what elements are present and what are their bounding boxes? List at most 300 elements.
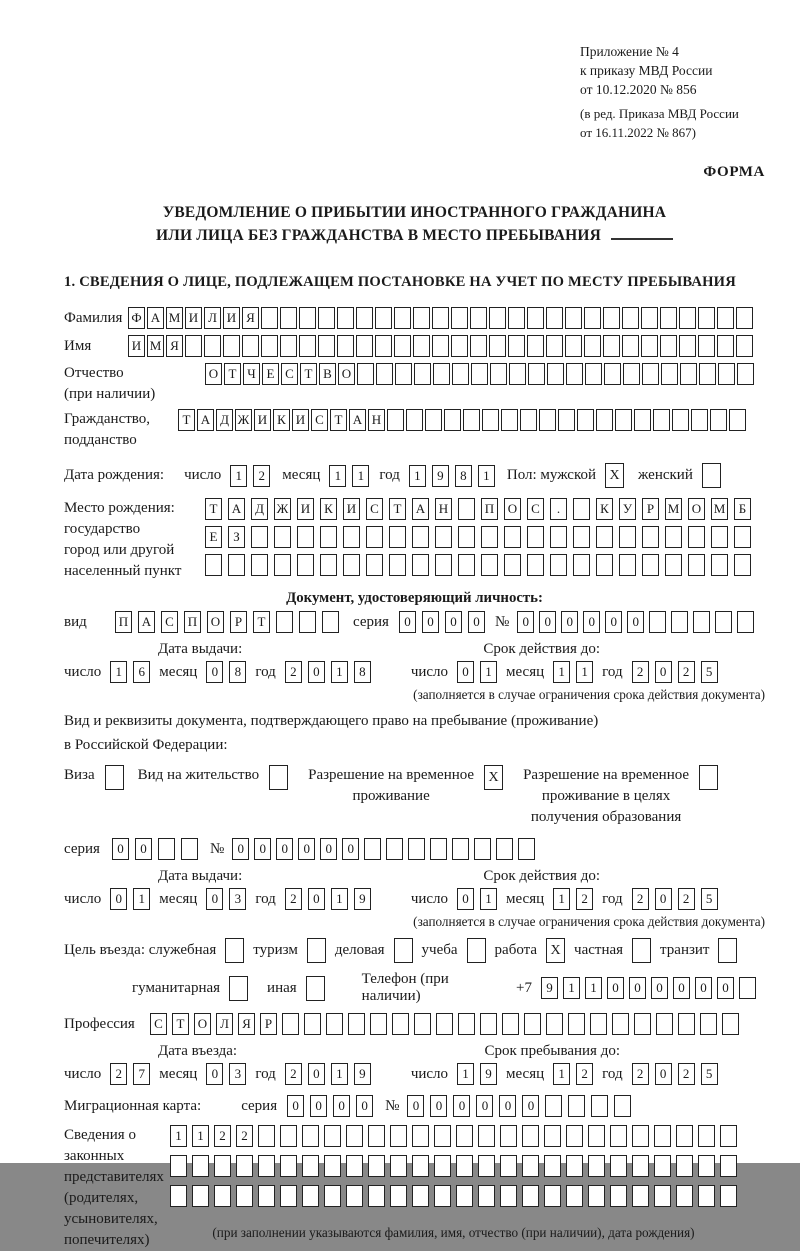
- char-cell-filled[interactable]: Е: [205, 526, 222, 548]
- char-cell-empty[interactable]: [693, 611, 710, 633]
- char-cell-empty[interactable]: [456, 1125, 473, 1147]
- char-cell-empty[interactable]: [522, 1185, 539, 1207]
- char-cell-empty[interactable]: [720, 1155, 737, 1177]
- char-cell-filled[interactable]: 0: [457, 888, 474, 910]
- char-cell-filled[interactable]: 1: [480, 661, 497, 683]
- char-cell-filled[interactable]: О: [205, 363, 222, 385]
- char-cell-empty[interactable]: [214, 1155, 231, 1177]
- char-cell-filled[interactable]: Т: [178, 409, 195, 431]
- char-cell-filled[interactable]: Я: [242, 307, 259, 329]
- char-cell-empty[interactable]: [467, 938, 486, 963]
- char-cell-filled[interactable]: 0: [399, 611, 416, 633]
- char-cell-filled[interactable]: 2: [110, 1063, 127, 1085]
- char-cell-empty[interactable]: [622, 335, 639, 357]
- char-cell-empty[interactable]: [432, 307, 449, 329]
- char-cell-empty[interactable]: [720, 1125, 737, 1147]
- char-cell-empty[interactable]: [386, 838, 403, 860]
- char-cell-filled[interactable]: З: [228, 526, 245, 548]
- char-cell-empty[interactable]: [481, 554, 498, 576]
- char-cell-empty[interactable]: [236, 1155, 253, 1177]
- char-cell-empty[interactable]: [711, 554, 728, 576]
- char-cell-filled[interactable]: И: [254, 409, 271, 431]
- char-cell-filled[interactable]: 1: [553, 661, 570, 683]
- char-cell-empty[interactable]: [699, 765, 718, 790]
- char-cell-filled[interactable]: О: [504, 498, 521, 520]
- char-cell-empty[interactable]: [590, 1013, 607, 1035]
- char-cell-empty[interactable]: [691, 409, 708, 431]
- char-cell-empty[interactable]: [425, 409, 442, 431]
- char-cell-filled[interactable]: П: [481, 498, 498, 520]
- char-cell-filled[interactable]: Ж: [274, 498, 291, 520]
- char-cell-empty[interactable]: [610, 1155, 627, 1177]
- char-cell-filled[interactable]: 9: [432, 465, 449, 487]
- char-cell-empty[interactable]: [544, 1155, 561, 1177]
- char-cell-empty[interactable]: [337, 307, 354, 329]
- char-cell-empty[interactable]: [185, 335, 202, 357]
- char-cell-empty[interactable]: [501, 409, 518, 431]
- char-cell-empty[interactable]: [324, 1185, 341, 1207]
- char-cell-empty[interactable]: [413, 307, 430, 329]
- char-cell-empty[interactable]: [214, 1185, 231, 1207]
- char-cell-empty[interactable]: [474, 838, 491, 860]
- char-cell-empty[interactable]: [366, 526, 383, 548]
- char-cell-filled[interactable]: 0: [320, 838, 337, 860]
- char-cell-empty[interactable]: [642, 363, 659, 385]
- char-cell-filled[interactable]: 0: [308, 661, 325, 683]
- char-cell-filled[interactable]: 2: [632, 661, 649, 683]
- char-cell-empty[interactable]: [346, 1125, 363, 1147]
- char-cell-empty[interactable]: [452, 838, 469, 860]
- char-cell-empty[interactable]: [434, 1155, 451, 1177]
- char-cell-empty[interactable]: [698, 335, 715, 357]
- char-cell-empty[interactable]: [641, 307, 658, 329]
- char-cell-empty[interactable]: [433, 363, 450, 385]
- char-cell-filled[interactable]: А: [147, 307, 164, 329]
- char-cell-filled[interactable]: 2: [285, 888, 302, 910]
- char-cell-empty[interactable]: [412, 526, 429, 548]
- char-cell-empty[interactable]: [324, 1125, 341, 1147]
- char-cell-empty[interactable]: [737, 363, 754, 385]
- char-cell-empty[interactable]: [634, 409, 651, 431]
- char-cell-empty[interactable]: [508, 335, 525, 357]
- char-cell-empty[interactable]: [500, 1125, 517, 1147]
- char-cell-filled[interactable]: 0: [457, 661, 474, 683]
- char-cell-filled[interactable]: 1: [331, 661, 348, 683]
- char-cell-empty[interactable]: [170, 1155, 187, 1177]
- char-cell-empty[interactable]: [550, 526, 567, 548]
- char-cell-empty[interactable]: [280, 307, 297, 329]
- char-cell-filled[interactable]: И: [292, 409, 309, 431]
- char-cell-filled[interactable]: Н: [368, 409, 385, 431]
- char-cell-empty[interactable]: [610, 1185, 627, 1207]
- char-cell-filled[interactable]: 1: [553, 1063, 570, 1085]
- char-cell-filled[interactable]: 0: [539, 611, 556, 633]
- char-cell-empty[interactable]: [192, 1185, 209, 1207]
- char-cell-empty[interactable]: [412, 554, 429, 576]
- char-cell-empty[interactable]: [566, 1185, 583, 1207]
- char-cell-filled[interactable]: М: [711, 498, 728, 520]
- char-cell-filled[interactable]: А: [349, 409, 366, 431]
- char-cell-empty[interactable]: [596, 526, 613, 548]
- char-cell-empty[interactable]: [665, 526, 682, 548]
- char-cell-empty[interactable]: [676, 1125, 693, 1147]
- char-cell-filled[interactable]: О: [338, 363, 355, 385]
- char-cell-empty[interactable]: [496, 838, 513, 860]
- char-cell-filled[interactable]: 1: [133, 888, 150, 910]
- char-cell-empty[interactable]: [280, 335, 297, 357]
- char-cell-empty[interactable]: [280, 1125, 297, 1147]
- char-cell-empty[interactable]: [642, 554, 659, 576]
- char-cell-empty[interactable]: [634, 1013, 651, 1035]
- char-cell-empty[interactable]: [204, 335, 221, 357]
- char-cell-empty[interactable]: [451, 307, 468, 329]
- char-cell-empty[interactable]: [451, 335, 468, 357]
- char-cell-empty[interactable]: [375, 335, 392, 357]
- char-cell-filled[interactable]: А: [138, 611, 155, 633]
- char-cell-empty[interactable]: [481, 526, 498, 548]
- char-cell-filled[interactable]: 0: [276, 838, 293, 860]
- char-cell-empty[interactable]: [412, 1185, 429, 1207]
- char-cell-filled[interactable]: 9: [541, 977, 558, 999]
- char-cell-filled[interactable]: 0: [627, 611, 644, 633]
- char-cell-filled[interactable]: 0: [356, 1095, 373, 1117]
- char-cell-empty[interactable]: [565, 307, 582, 329]
- char-cell-filled[interactable]: Т: [330, 409, 347, 431]
- char-cell-empty[interactable]: [509, 363, 526, 385]
- char-cell-empty[interactable]: [322, 611, 339, 633]
- char-cell-empty[interactable]: [456, 1185, 473, 1207]
- char-cell-filled[interactable]: 0: [308, 888, 325, 910]
- char-cell-empty[interactable]: [573, 554, 590, 576]
- char-cell-empty[interactable]: [729, 409, 746, 431]
- char-cell-filled[interactable]: 0: [607, 977, 624, 999]
- char-cell-empty[interactable]: [444, 409, 461, 431]
- char-cell-empty[interactable]: [527, 526, 544, 548]
- char-cell-empty[interactable]: [337, 335, 354, 357]
- char-cell-filled[interactable]: 8: [229, 661, 246, 683]
- char-cell-filled[interactable]: 0: [717, 977, 734, 999]
- char-cell-empty[interactable]: [471, 363, 488, 385]
- char-cell-empty[interactable]: [229, 976, 248, 1001]
- char-cell-empty[interactable]: [588, 1185, 605, 1207]
- char-cell-empty[interactable]: [480, 1013, 497, 1035]
- char-cell-filled[interactable]: 0: [287, 1095, 304, 1117]
- char-cell-empty[interactable]: [395, 363, 412, 385]
- char-cell-filled[interactable]: 7: [133, 1063, 150, 1085]
- char-cell-empty[interactable]: [343, 554, 360, 576]
- char-cell-filled[interactable]: С: [281, 363, 298, 385]
- char-cell-empty[interactable]: [387, 409, 404, 431]
- char-cell-empty[interactable]: [698, 1125, 715, 1147]
- char-cell-filled[interactable]: 0: [695, 977, 712, 999]
- char-cell-empty[interactable]: [228, 554, 245, 576]
- char-cell-filled[interactable]: 0: [605, 611, 622, 633]
- char-cell-empty[interactable]: [236, 1185, 253, 1207]
- char-cell-empty[interactable]: [223, 335, 240, 357]
- char-cell-filled[interactable]: Т: [205, 498, 222, 520]
- char-cell-filled[interactable]: И: [223, 307, 240, 329]
- char-cell-empty[interactable]: [676, 1155, 693, 1177]
- char-cell-filled[interactable]: 1: [329, 465, 346, 487]
- char-cell-empty[interactable]: [632, 1185, 649, 1207]
- char-cell-filled[interactable]: Д: [216, 409, 233, 431]
- char-cell-filled[interactable]: М: [665, 498, 682, 520]
- char-cell-empty[interactable]: [348, 1013, 365, 1035]
- char-cell-filled[interactable]: О: [194, 1013, 211, 1035]
- char-cell-empty[interactable]: [522, 1125, 539, 1147]
- char-cell-empty[interactable]: [584, 335, 601, 357]
- char-cell-empty[interactable]: [654, 1155, 671, 1177]
- char-cell-empty[interactable]: [470, 307, 487, 329]
- char-cell-empty[interactable]: [546, 307, 563, 329]
- char-cell-empty[interactable]: [566, 1155, 583, 1177]
- char-cell-empty[interactable]: [274, 526, 291, 548]
- char-cell-empty[interactable]: [610, 1125, 627, 1147]
- char-cell-empty[interactable]: [527, 307, 544, 329]
- char-cell-empty[interactable]: [679, 307, 696, 329]
- char-cell-empty[interactable]: [302, 1185, 319, 1207]
- char-cell-filled[interactable]: 0: [468, 611, 485, 633]
- char-cell-filled[interactable]: Т: [300, 363, 317, 385]
- char-cell-empty[interactable]: [718, 363, 735, 385]
- char-cell-filled[interactable]: X: [546, 938, 565, 963]
- char-cell-filled[interactable]: 5: [701, 1063, 718, 1085]
- char-cell-empty[interactable]: [632, 1155, 649, 1177]
- char-cell-filled[interactable]: 1: [230, 465, 247, 487]
- char-cell-empty[interactable]: [717, 307, 734, 329]
- char-cell-filled[interactable]: Р: [642, 498, 659, 520]
- char-cell-filled[interactable]: А: [228, 498, 245, 520]
- char-cell-empty[interactable]: [412, 1155, 429, 1177]
- char-cell-filled[interactable]: 2: [678, 661, 695, 683]
- char-cell-filled[interactable]: 0: [110, 888, 127, 910]
- char-cell-empty[interactable]: [619, 526, 636, 548]
- char-cell-empty[interactable]: [520, 409, 537, 431]
- char-cell-filled[interactable]: И: [297, 498, 314, 520]
- char-cell-filled[interactable]: А: [412, 498, 429, 520]
- char-cell-filled[interactable]: 0: [517, 611, 534, 633]
- char-cell-filled[interactable]: Л: [204, 307, 221, 329]
- char-cell-filled[interactable]: С: [527, 498, 544, 520]
- char-cell-filled[interactable]: 1: [478, 465, 495, 487]
- char-cell-empty[interactable]: [550, 554, 567, 576]
- char-cell-empty[interactable]: [392, 1013, 409, 1035]
- char-cell-filled[interactable]: Т: [389, 498, 406, 520]
- char-cell-empty[interactable]: [700, 1013, 717, 1035]
- char-cell-filled[interactable]: 0: [655, 661, 672, 683]
- char-cell-empty[interactable]: [588, 1155, 605, 1177]
- char-cell-empty[interactable]: [463, 409, 480, 431]
- char-cell-filled[interactable]: К: [320, 498, 337, 520]
- char-cell-empty[interactable]: [545, 1095, 562, 1117]
- char-cell-empty[interactable]: [470, 335, 487, 357]
- char-cell-empty[interactable]: [596, 554, 613, 576]
- char-cell-filled[interactable]: 0: [499, 1095, 516, 1117]
- char-cell-empty[interactable]: [261, 307, 278, 329]
- char-cell-empty[interactable]: [370, 1013, 387, 1035]
- char-cell-empty[interactable]: [280, 1185, 297, 1207]
- char-cell-empty[interactable]: [452, 363, 469, 385]
- char-cell-empty[interactable]: [522, 1155, 539, 1177]
- char-cell-empty[interactable]: [251, 554, 268, 576]
- char-cell-empty[interactable]: [688, 554, 705, 576]
- char-cell-filled[interactable]: 9: [480, 1063, 497, 1085]
- char-cell-empty[interactable]: [641, 335, 658, 357]
- char-cell-empty[interactable]: [702, 463, 721, 488]
- char-cell-empty[interactable]: [736, 307, 753, 329]
- char-cell-empty[interactable]: [573, 526, 590, 548]
- char-cell-empty[interactable]: [623, 363, 640, 385]
- char-cell-empty[interactable]: [458, 554, 475, 576]
- char-cell-empty[interactable]: [326, 1013, 343, 1035]
- char-cell-filled[interactable]: 0: [232, 838, 249, 860]
- char-cell-filled[interactable]: 8: [455, 465, 472, 487]
- char-cell-empty[interactable]: [478, 1185, 495, 1207]
- char-cell-empty[interactable]: [604, 363, 621, 385]
- char-cell-filled[interactable]: 1: [409, 465, 426, 487]
- char-cell-filled[interactable]: Р: [230, 611, 247, 633]
- char-cell-empty[interactable]: [632, 1125, 649, 1147]
- char-cell-empty[interactable]: [660, 335, 677, 357]
- char-cell-empty[interactable]: [546, 1013, 563, 1035]
- char-cell-filled[interactable]: 1: [553, 888, 570, 910]
- char-cell-empty[interactable]: [632, 938, 651, 963]
- char-cell-empty[interactable]: [642, 526, 659, 548]
- char-cell-empty[interactable]: [394, 938, 413, 963]
- char-cell-empty[interactable]: [346, 1155, 363, 1177]
- char-cell-empty[interactable]: [302, 1155, 319, 1177]
- char-cell-filled[interactable]: 0: [206, 661, 223, 683]
- char-cell-empty[interactable]: [412, 1125, 429, 1147]
- char-cell-filled[interactable]: Ч: [243, 363, 260, 385]
- char-cell-empty[interactable]: [698, 1155, 715, 1177]
- char-cell-empty[interactable]: [458, 1013, 475, 1035]
- char-cell-empty[interactable]: [430, 838, 447, 860]
- char-cell-empty[interactable]: [544, 1125, 561, 1147]
- char-cell-filled[interactable]: Е: [262, 363, 279, 385]
- char-cell-filled[interactable]: Б: [734, 498, 751, 520]
- char-cell-empty[interactable]: [368, 1125, 385, 1147]
- char-cell-filled[interactable]: Я: [166, 335, 183, 357]
- char-cell-empty[interactable]: [614, 1095, 631, 1117]
- char-cell-filled[interactable]: Ж: [235, 409, 252, 431]
- char-cell-empty[interactable]: [458, 526, 475, 548]
- char-cell-filled[interactable]: И: [185, 307, 202, 329]
- char-cell-filled[interactable]: 2: [253, 465, 270, 487]
- char-cell-empty[interactable]: [299, 307, 316, 329]
- char-cell-filled[interactable]: 0: [522, 1095, 539, 1117]
- char-cell-empty[interactable]: [368, 1185, 385, 1207]
- char-cell-empty[interactable]: [394, 307, 411, 329]
- char-cell-filled[interactable]: 6: [133, 661, 150, 683]
- char-cell-empty[interactable]: [698, 1185, 715, 1207]
- char-cell-empty[interactable]: [280, 1155, 297, 1177]
- char-cell-empty[interactable]: [346, 1185, 363, 1207]
- char-cell-empty[interactable]: [261, 335, 278, 357]
- char-cell-filled[interactable]: 5: [701, 661, 718, 683]
- char-cell-empty[interactable]: [478, 1125, 495, 1147]
- char-cell-empty[interactable]: [432, 335, 449, 357]
- char-cell-empty[interactable]: [508, 307, 525, 329]
- char-cell-filled[interactable]: 2: [678, 1063, 695, 1085]
- char-cell-empty[interactable]: [568, 1095, 585, 1117]
- char-cell-empty[interactable]: [711, 526, 728, 548]
- char-cell-empty[interactable]: [539, 409, 556, 431]
- char-cell-empty[interactable]: [699, 363, 716, 385]
- char-cell-empty[interactable]: [170, 1185, 187, 1207]
- char-cell-filled[interactable]: 2: [678, 888, 695, 910]
- char-cell-filled[interactable]: X: [484, 765, 503, 790]
- char-cell-empty[interactable]: [297, 554, 314, 576]
- char-cell-empty[interactable]: [688, 526, 705, 548]
- char-cell-filled[interactable]: 0: [206, 888, 223, 910]
- char-cell-filled[interactable]: С: [366, 498, 383, 520]
- char-cell-empty[interactable]: [566, 363, 583, 385]
- char-cell-empty[interactable]: [654, 1125, 671, 1147]
- char-cell-empty[interactable]: [546, 335, 563, 357]
- char-cell-empty[interactable]: [306, 976, 325, 1001]
- char-cell-filled[interactable]: 1: [170, 1125, 187, 1147]
- char-cell-empty[interactable]: [394, 335, 411, 357]
- char-cell-filled[interactable]: .: [550, 498, 567, 520]
- char-cell-filled[interactable]: К: [273, 409, 290, 431]
- char-cell-empty[interactable]: [482, 409, 499, 431]
- char-cell-empty[interactable]: [320, 526, 337, 548]
- char-cell-empty[interactable]: [434, 1185, 451, 1207]
- char-cell-filled[interactable]: С: [150, 1013, 167, 1035]
- char-cell-filled[interactable]: Т: [253, 611, 270, 633]
- char-cell-empty[interactable]: [734, 554, 751, 576]
- char-cell-filled[interactable]: 8: [354, 661, 371, 683]
- char-cell-filled[interactable]: 3: [229, 1063, 246, 1085]
- char-cell-empty[interactable]: [205, 554, 222, 576]
- char-cell-filled[interactable]: О: [207, 611, 224, 633]
- char-cell-filled[interactable]: 1: [110, 661, 127, 683]
- char-cell-empty[interactable]: [375, 307, 392, 329]
- char-cell-filled[interactable]: 0: [430, 1095, 447, 1117]
- char-cell-empty[interactable]: [653, 409, 670, 431]
- char-cell-empty[interactable]: [504, 526, 521, 548]
- char-cell-empty[interactable]: [490, 363, 507, 385]
- char-cell-filled[interactable]: С: [161, 611, 178, 633]
- char-cell-empty[interactable]: [591, 1095, 608, 1117]
- char-cell-empty[interactable]: [739, 977, 756, 999]
- char-cell-filled[interactable]: 0: [308, 1063, 325, 1085]
- char-cell-empty[interactable]: [357, 363, 374, 385]
- char-cell-empty[interactable]: [299, 335, 316, 357]
- char-cell-empty[interactable]: [368, 1155, 385, 1177]
- char-cell-filled[interactable]: 2: [632, 888, 649, 910]
- char-cell-filled[interactable]: 2: [214, 1125, 231, 1147]
- char-cell-empty[interactable]: [478, 1155, 495, 1177]
- char-cell-filled[interactable]: 3: [229, 888, 246, 910]
- char-cell-empty[interactable]: [376, 363, 393, 385]
- char-cell-filled[interactable]: 0: [298, 838, 315, 860]
- char-cell-empty[interactable]: [720, 1185, 737, 1207]
- char-cell-filled[interactable]: 0: [135, 838, 152, 860]
- char-cell-empty[interactable]: [656, 1013, 673, 1035]
- char-cell-filled[interactable]: 2: [236, 1125, 253, 1147]
- char-cell-filled[interactable]: 1: [585, 977, 602, 999]
- char-cell-empty[interactable]: [502, 1013, 519, 1035]
- char-cell-empty[interactable]: [302, 1125, 319, 1147]
- char-cell-empty[interactable]: [297, 526, 314, 548]
- char-cell-filled[interactable]: 0: [333, 1095, 350, 1117]
- char-cell-empty[interactable]: [661, 363, 678, 385]
- char-cell-empty[interactable]: [304, 1013, 321, 1035]
- char-cell-empty[interactable]: [276, 611, 293, 633]
- char-cell-empty[interactable]: [722, 1013, 739, 1035]
